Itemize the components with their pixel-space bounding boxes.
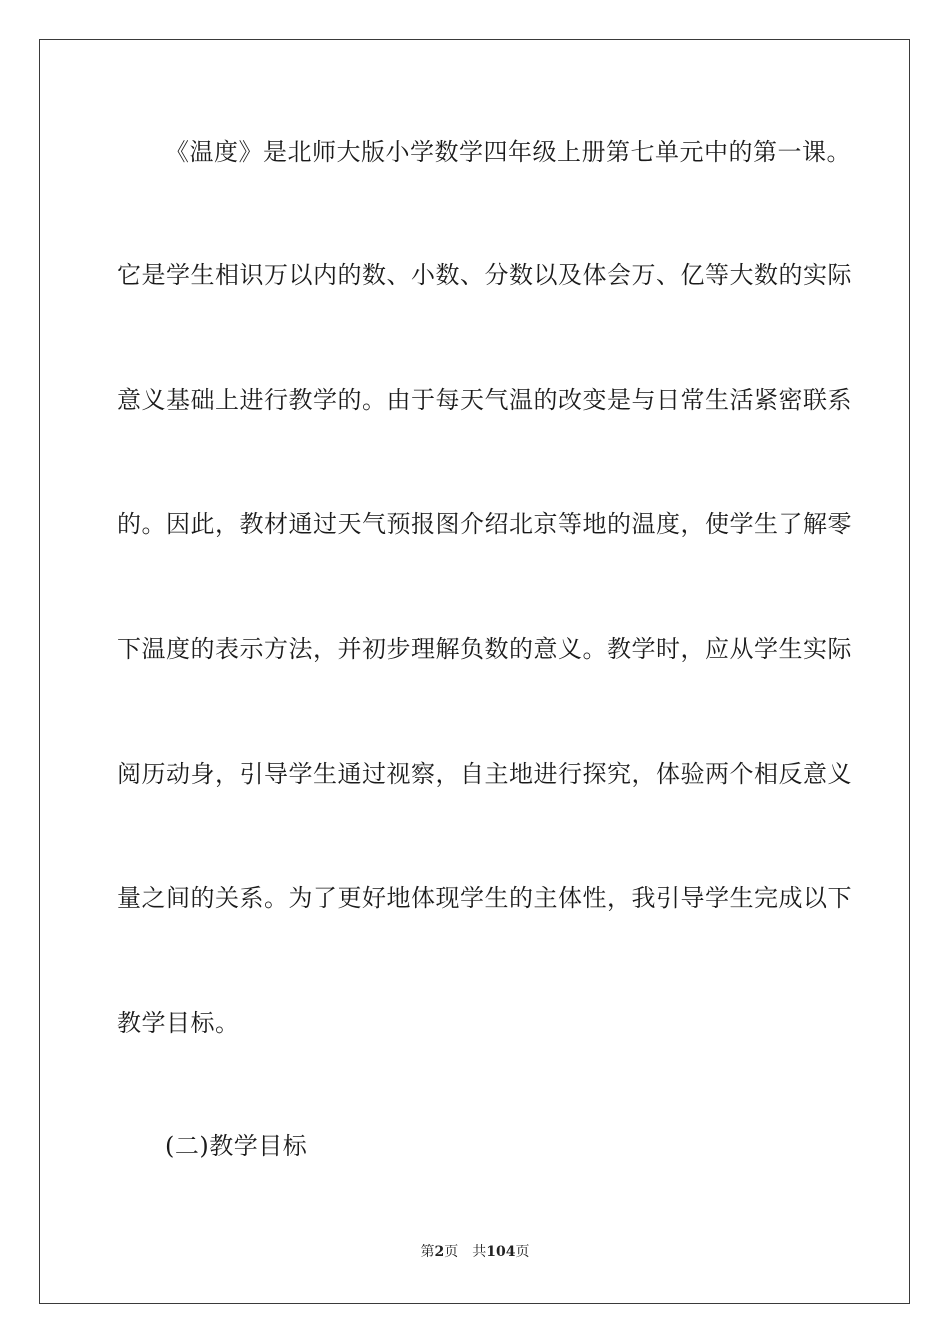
paragraph-line: 意义基础上进行教学的。由于每天气温的改变是与日常生活紧密联系	[117, 386, 852, 414]
paragraph-line: 阅历动身，引导学生通过视察，自主地进行探究，体验两个相反意义	[117, 760, 852, 788]
paragraph-line: 《温度》是北师大版小学数学四年级上册第七单元中的第一课。	[165, 138, 851, 166]
total-pages: 104	[486, 1244, 516, 1260]
paragraph-line: 量之间的关系。为了更好地体现学生的主体性，我引导学生完成以下	[117, 884, 852, 912]
paragraph-line: 下温度的表示方法，并初步理解负数的意义。教学时，应从学生实际	[117, 635, 852, 663]
paragraph-line: 它是学生相识万以内的数、小数、分数以及体会万、亿等大数的实际	[117, 261, 852, 289]
section-heading: (二)教学目标	[165, 1132, 308, 1160]
page-footer	[0, 1242, 950, 1262]
total-prefix: 共	[472, 1244, 487, 1260]
paragraph-line: 的。因此，教材通过天气预报图介绍北京等地的温度，使学生了解零	[117, 510, 852, 538]
page-prefix: 第	[420, 1244, 435, 1260]
page-border	[39, 39, 910, 1304]
page-suffix: 页	[444, 1244, 459, 1260]
total-suffix: 页	[515, 1244, 530, 1260]
page-number: 2	[434, 1244, 445, 1260]
paragraph-line: 教学目标。	[117, 1009, 240, 1037]
